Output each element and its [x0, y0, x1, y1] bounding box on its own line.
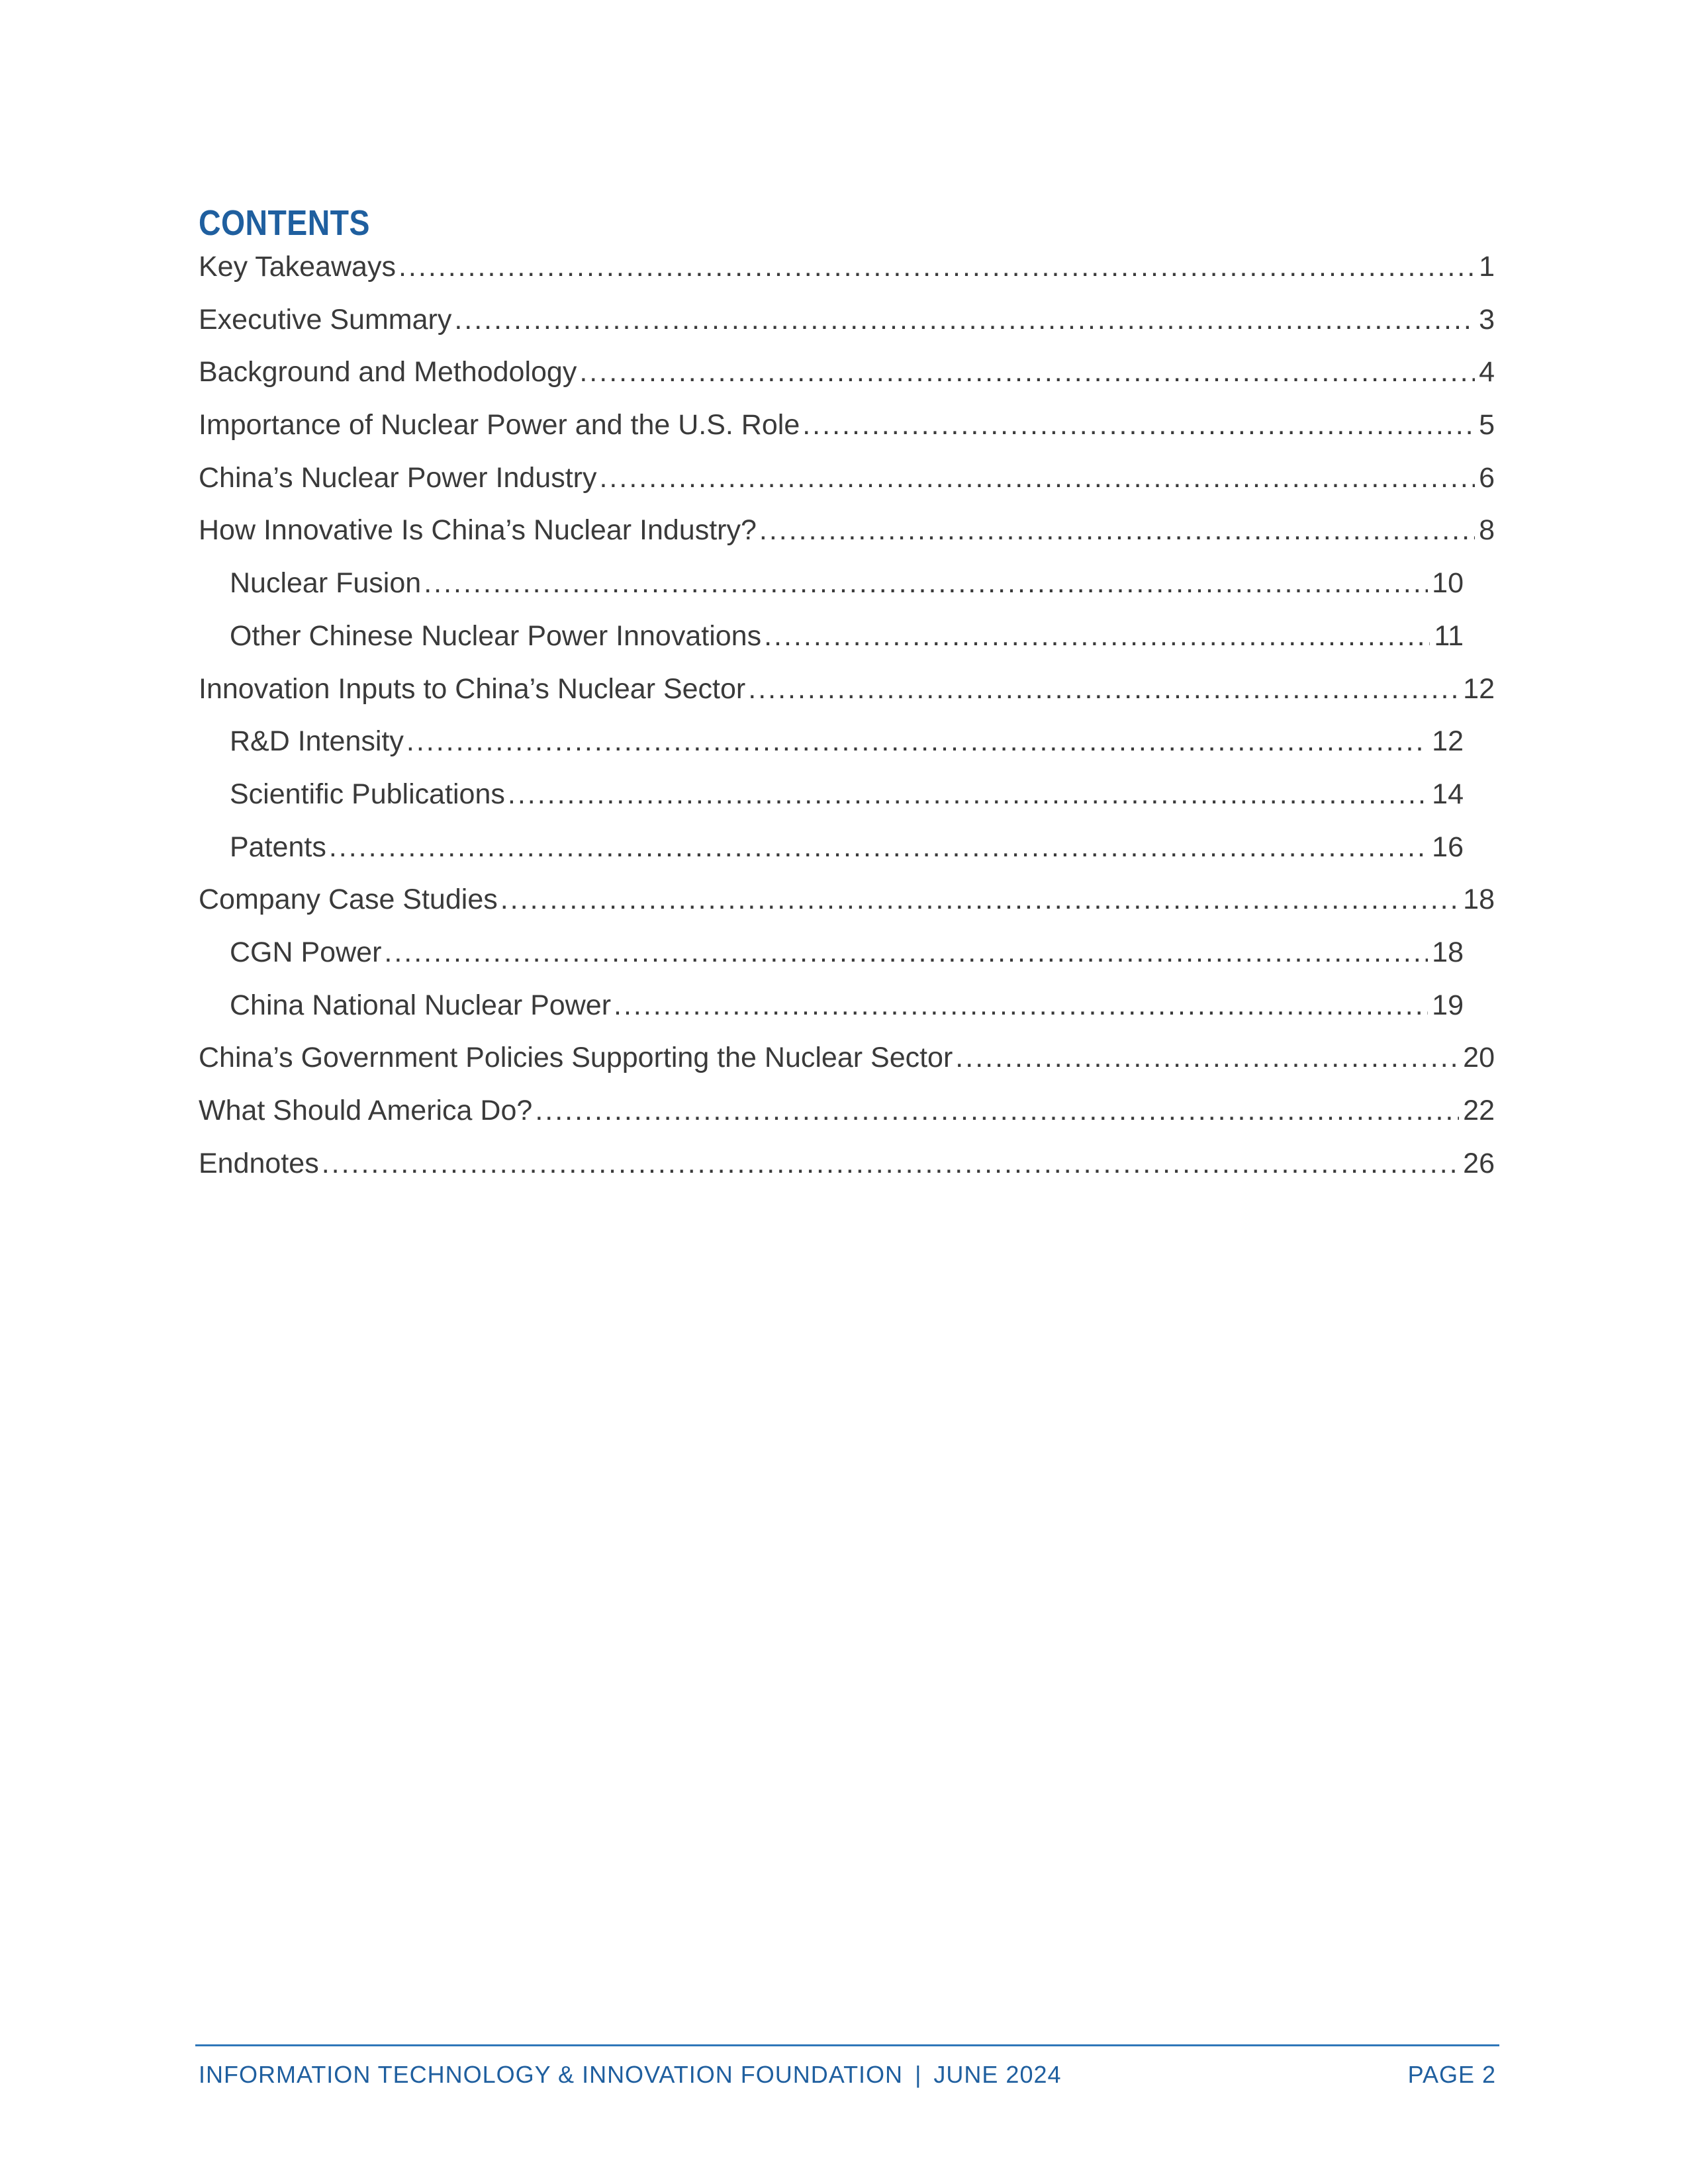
- toc-entry-page: 19: [1432, 989, 1464, 1021]
- toc-entry-page: 26: [1463, 1147, 1495, 1179]
- toc-entry-how-innovative[interactable]: [199, 504, 1495, 557]
- toc-entry-endnotes[interactable]: [199, 1138, 1495, 1191]
- dot-leader: [454, 294, 1475, 347]
- toc-entry-page: 12: [1432, 725, 1464, 758]
- toc-entry-title: Scientific Publications: [230, 778, 505, 810]
- dot-leader: [614, 979, 1428, 1032]
- dot-leader: [322, 1138, 1459, 1191]
- toc-entry-key-takeaways[interactable]: [199, 241, 1495, 294]
- dot-leader: [406, 715, 1428, 768]
- toc-entry-title: China’s Government Policies Supporting the Nuclear Sector: [199, 1042, 953, 1074]
- table-of-contents: [199, 241, 1495, 1190]
- dot-leader: [535, 1085, 1459, 1138]
- toc-entry-rd-intensity[interactable]: [199, 715, 1464, 768]
- dot-leader: [329, 821, 1428, 874]
- dot-leader: [748, 663, 1459, 716]
- toc-entry-scientific-publications[interactable]: [199, 768, 1464, 821]
- toc-entry-title: China’s Nuclear Power Industry: [199, 461, 597, 494]
- dot-leader: [759, 504, 1475, 557]
- toc-entry-title: Key Takeaways: [199, 251, 396, 283]
- dot-leader: [399, 241, 1475, 294]
- toc-entry-page: 4: [1479, 356, 1495, 388]
- toc-entry-title: Other Chinese Nuclear Power Innovations: [230, 619, 762, 652]
- footer-page-number: PAGE 2: [1407, 2061, 1496, 2088]
- toc-entry-china-national-nuclear-power[interactable]: [199, 979, 1464, 1032]
- toc-entry-chinas-nuclear-power-industry[interactable]: [199, 452, 1495, 505]
- footer-date: JUNE 2024: [933, 2061, 1062, 2088]
- toc-entry-page: 11: [1434, 619, 1464, 652]
- dot-leader: [802, 399, 1475, 452]
- footer-separator: |: [915, 2061, 922, 2088]
- toc-entry-page: 22: [1463, 1095, 1495, 1126]
- toc-entry-title: Company Case Studies: [199, 884, 498, 916]
- toc-entry-other-innovations[interactable]: [199, 610, 1464, 663]
- dot-leader: [500, 874, 1459, 927]
- toc-entry-page: 20: [1463, 1042, 1495, 1074]
- toc-entry-page: 8: [1479, 514, 1495, 547]
- dot-leader: [384, 927, 1428, 979]
- toc-entry-title: How Innovative Is China’s Nuclear Industry?: [199, 514, 757, 547]
- dot-leader: [579, 346, 1475, 399]
- toc-entry-page: 14: [1432, 778, 1464, 810]
- toc-entry-title: CGN Power: [230, 936, 382, 968]
- toc-entry-title: Innovation Inputs to China’s Nuclear Sector: [199, 672, 746, 705]
- toc-entry-title: Executive Summary: [199, 303, 452, 336]
- toc-entry-innovation-inputs[interactable]: [199, 663, 1495, 716]
- toc-entry-page: 5: [1479, 409, 1495, 441]
- toc-entry-page: 3: [1479, 303, 1495, 336]
- toc-entry-title: Background and Methodology: [199, 356, 577, 388]
- footer-divider: [195, 2044, 1499, 2046]
- dot-leader: [955, 1032, 1459, 1085]
- dot-leader: [424, 557, 1428, 610]
- toc-entry-nuclear-fusion[interactable]: [199, 557, 1464, 610]
- dot-leader: [508, 768, 1428, 821]
- toc-entry-title: Importance of Nuclear Power and the U.S. Role: [199, 409, 800, 441]
- toc-entry-page: 12: [1463, 672, 1495, 705]
- toc-entry-title: Endnotes: [199, 1147, 319, 1179]
- toc-entry-page: 1: [1479, 251, 1495, 283]
- toc-entry-page: 16: [1432, 831, 1464, 863]
- toc-entry-importance-of-nuclear-power[interactable]: [199, 399, 1495, 452]
- dot-leader: [599, 452, 1475, 505]
- contents-heading: CONTENTS: [199, 203, 370, 243]
- dot-leader: [764, 610, 1430, 663]
- toc-entry-patents[interactable]: [199, 821, 1464, 874]
- toc-entry-page: 18: [1463, 884, 1495, 916]
- toc-entry-title: What Should America Do?: [199, 1095, 533, 1126]
- toc-entry-page: 18: [1432, 936, 1464, 968]
- toc-entry-title: Nuclear Fusion: [230, 567, 422, 600]
- toc-entry-government-policies[interactable]: [199, 1032, 1495, 1085]
- toc-entry-what-should-america-do[interactable]: [199, 1085, 1495, 1138]
- toc-entry-title: China National Nuclear Power: [230, 989, 612, 1021]
- toc-entry-executive-summary[interactable]: [199, 294, 1495, 347]
- toc-entry-title: R&D Intensity: [230, 725, 404, 758]
- footer-organization: INFORMATION TECHNOLOGY & INNOVATION FOUNDATION: [199, 2061, 904, 2088]
- toc-entry-background-and-methodology[interactable]: [199, 346, 1495, 399]
- toc-entry-page: 10: [1432, 567, 1464, 600]
- toc-entry-cgn-power[interactable]: [199, 927, 1464, 979]
- footer-publisher: [199, 2058, 1062, 2091]
- toc-entry-company-case-studies[interactable]: [199, 874, 1495, 927]
- toc-entry-title: Patents: [230, 831, 326, 863]
- toc-entry-page: 6: [1479, 461, 1495, 494]
